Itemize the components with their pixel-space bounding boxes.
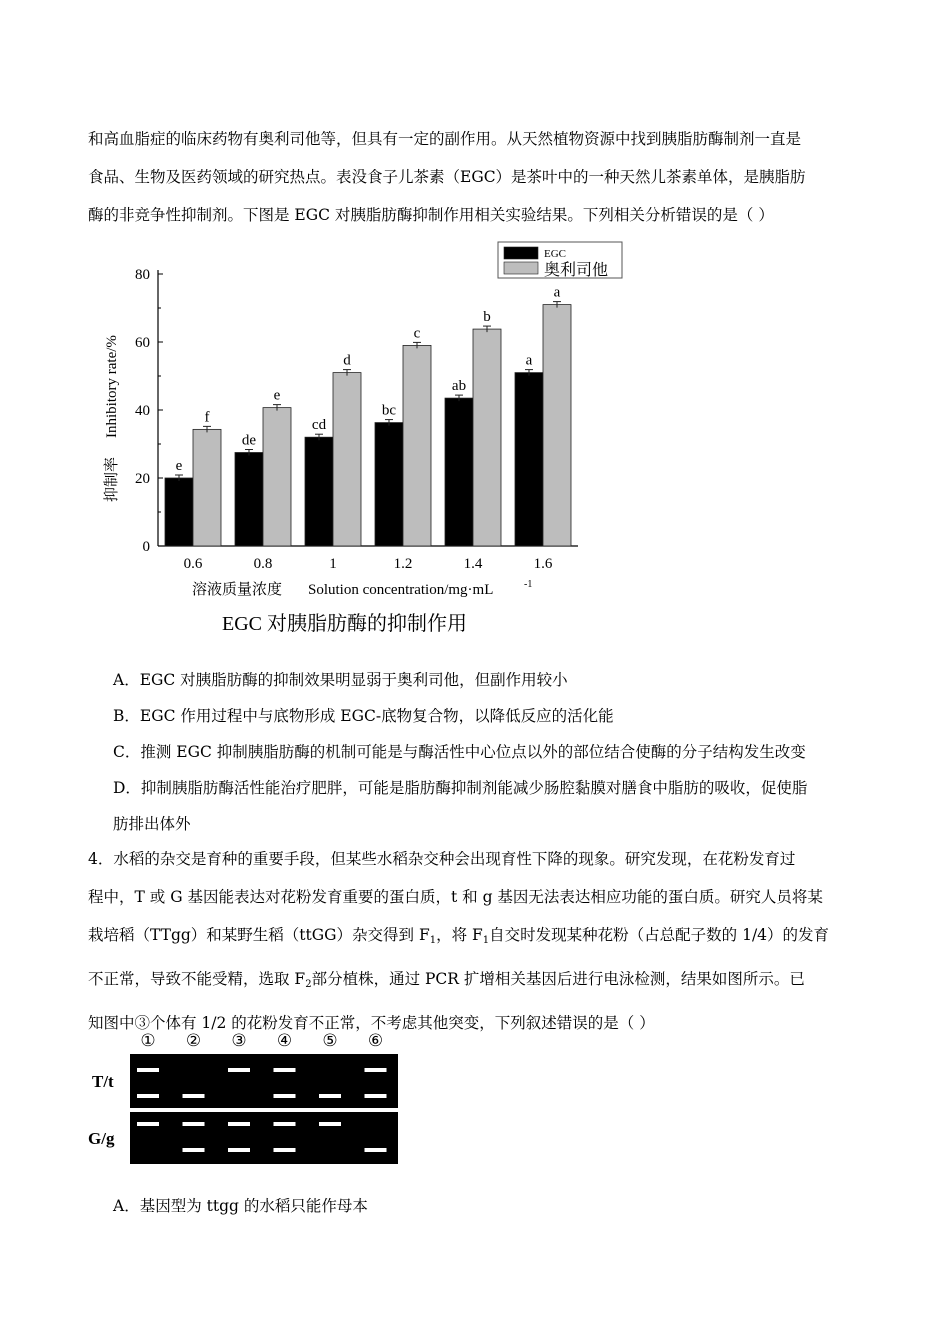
q4-stem-line-3: 栽培稻（TTgg）和某野生稻（ttGG）杂交得到 $F_1$，将 $F_1$自交时发现某种花粉（占总配子数的 1/4）的发育	[88, 926, 830, 946]
band-G	[274, 1122, 296, 1126]
legend-swatch	[504, 247, 538, 259]
q3-option-b[interactable]: B．EGC 作用过程中与底物形成 EGC-底物复合物，以降低反应的活化能	[113, 707, 614, 725]
chart-svg	[92, 238, 632, 638]
significance-letter: ab	[451, 378, 467, 395]
bar-egc	[515, 373, 543, 546]
bar-egc	[305, 437, 333, 546]
q3-option-d[interactable]	[113, 770, 868, 842]
significance-letter: e	[175, 458, 183, 474]
bar-orlistat	[193, 429, 221, 546]
band-G	[183, 1122, 205, 1126]
x-tick-label: 1.6	[533, 556, 553, 572]
egc-inhibition-chart	[92, 238, 632, 638]
significance-letter: f	[204, 409, 210, 426]
x-axis-label-cn: 溶液质量浓度	[192, 582, 283, 598]
x-axis-label-en: Solution concentration/mg·mL	[308, 582, 494, 598]
q4-stem-line-1: 4．水稻的杂交是育种的重要手段，但某些水稻杂交种会出现育性下降的现象。研究发现，在花粉发育过	[88, 850, 796, 868]
q3-stem-line-2: 食品、生物及医药领域的研究热点。表没食子儿茶素（EGC）是茶叶中的一种天然儿茶素单体，是胰脂肪	[88, 168, 806, 186]
band-G	[137, 1122, 159, 1126]
y-tick-label: 20	[135, 471, 150, 487]
q4-stem-line-5: 知图中③个体有 1/2 的花粉发育不正常，不考虑其他突变，下列叙述错误的是（ ）	[88, 1014, 655, 1032]
band-t	[319, 1094, 341, 1098]
significance-letter: de	[241, 432, 257, 449]
x-tick-label: 1.2	[393, 556, 413, 572]
y-tick-label: 40	[135, 403, 150, 419]
q3-stem-line-3: 酶的非竞争性抑制剂。下图是 EGC 对胰脂肪酶抑制作用相关实验结果。下列相关分析错误的是（ ）	[88, 206, 774, 224]
band-T	[274, 1068, 296, 1072]
q3-stem	[88, 120, 868, 234]
q4-stem-line-2: 程中，T 或 G 基因能表达对花粉发育重要的蛋白质，t 和 g 基因无法表达相应功能的蛋白质。研究人员将某	[88, 888, 823, 906]
bar-orlistat	[403, 345, 431, 546]
significance-letter: cd	[311, 417, 327, 434]
bar-egc	[445, 398, 473, 546]
gel-panel-t	[130, 1054, 398, 1108]
significance-letter: e	[273, 387, 281, 404]
bar-egc	[235, 453, 263, 547]
chart-title: EGC 对胰脂肪酶的抑制作用	[222, 613, 467, 635]
row-label-t: T/t	[92, 1072, 114, 1091]
significance-letter: bc	[381, 402, 397, 419]
y-tick-label: 80	[135, 267, 150, 283]
q4-stem-line-4: 不正常，导致不能受精，选取 $F_2$部分植株，通过 PCR 扩增相关基因后进行电泳检测，结果如图所示。已	[88, 970, 805, 990]
q3-option-c[interactable]: C．推测 EGC 抑制胰脂肪酶的机制可能是与酶活性中心位点以外的部位结合使酶的分子结构发生改变	[113, 743, 806, 761]
significance-letter: b	[483, 309, 491, 326]
lane-number: ②	[185, 1031, 202, 1050]
lane-number: ⑤	[322, 1031, 338, 1050]
gel-electrophoresis-figure	[86, 1026, 406, 1166]
band-T	[137, 1068, 159, 1072]
y-tick-label: 60	[135, 335, 150, 351]
q4-stem	[88, 840, 868, 1042]
q3-stem-line-1: 和高血脂症的临床药物有奥利司他等，但具有一定的副作用。从天然植物资源中找到胰脂肪酶制剂一直是	[88, 130, 802, 148]
significance-letter: c	[413, 325, 421, 342]
bar-orlistat	[543, 305, 571, 546]
chart-legend	[498, 242, 622, 279]
lane-number: ⑥	[367, 1031, 384, 1050]
band-g	[183, 1148, 205, 1152]
band-t	[274, 1094, 296, 1098]
q3-option-d-line-1: D．抑制胰脂肪酶活性能治疗肥胖，可能是脂肪酶抑制剂能减少肠腔黏膜对膳食中脂肪的吸收，促使脂	[113, 779, 808, 797]
bar-egc	[165, 478, 193, 546]
x-axis-label-superscript: -1	[524, 579, 533, 590]
bar-egc	[375, 423, 403, 546]
bar-orlistat	[333, 373, 361, 546]
bar-orlistat	[473, 329, 501, 546]
band-G	[228, 1122, 250, 1126]
legend-label: EGC	[544, 248, 566, 260]
band-g	[228, 1148, 250, 1152]
band-t	[183, 1094, 205, 1098]
y-axis-label-en: Inhibitory rate/%	[104, 335, 120, 438]
lane-number: ①	[140, 1031, 156, 1050]
q4-option-a[interactable]: A．基因型为 ttgg 的水稻只能作母本	[113, 1197, 368, 1215]
significance-letter: a	[553, 284, 561, 301]
x-tick-label: 1.4	[463, 556, 483, 572]
x-tick-label: 0.8	[253, 556, 273, 572]
row-label-g: G/g	[88, 1129, 115, 1148]
band-T	[365, 1068, 387, 1072]
band-g	[274, 1148, 296, 1152]
bar-orlistat	[263, 408, 291, 546]
q3-option-d-line-2: 肪排出体外	[113, 815, 191, 833]
band-t	[365, 1094, 387, 1098]
x-tick-label: 1	[329, 556, 337, 572]
gel-svg	[86, 1026, 406, 1166]
band-T	[228, 1068, 250, 1072]
x-tick-label: 0.6	[183, 556, 203, 572]
y-axis-label-cn: 抑制率	[104, 456, 120, 502]
lane-number: ③	[231, 1031, 247, 1050]
y-tick-label: 0	[142, 539, 150, 555]
band-t	[137, 1094, 159, 1098]
legend-swatch	[504, 262, 538, 274]
band-g	[365, 1148, 387, 1152]
band-G	[319, 1122, 341, 1126]
significance-letter: a	[525, 352, 533, 369]
significance-letter: d	[343, 352, 351, 369]
q3-option-a[interactable]: A．EGC 对胰脂肪酶的抑制效果明显弱于奥利司他，但副作用较小	[113, 671, 568, 689]
lane-number: ④	[276, 1031, 293, 1050]
legend-label: 奥利司他	[544, 262, 609, 279]
gel-panel-g	[130, 1112, 398, 1164]
